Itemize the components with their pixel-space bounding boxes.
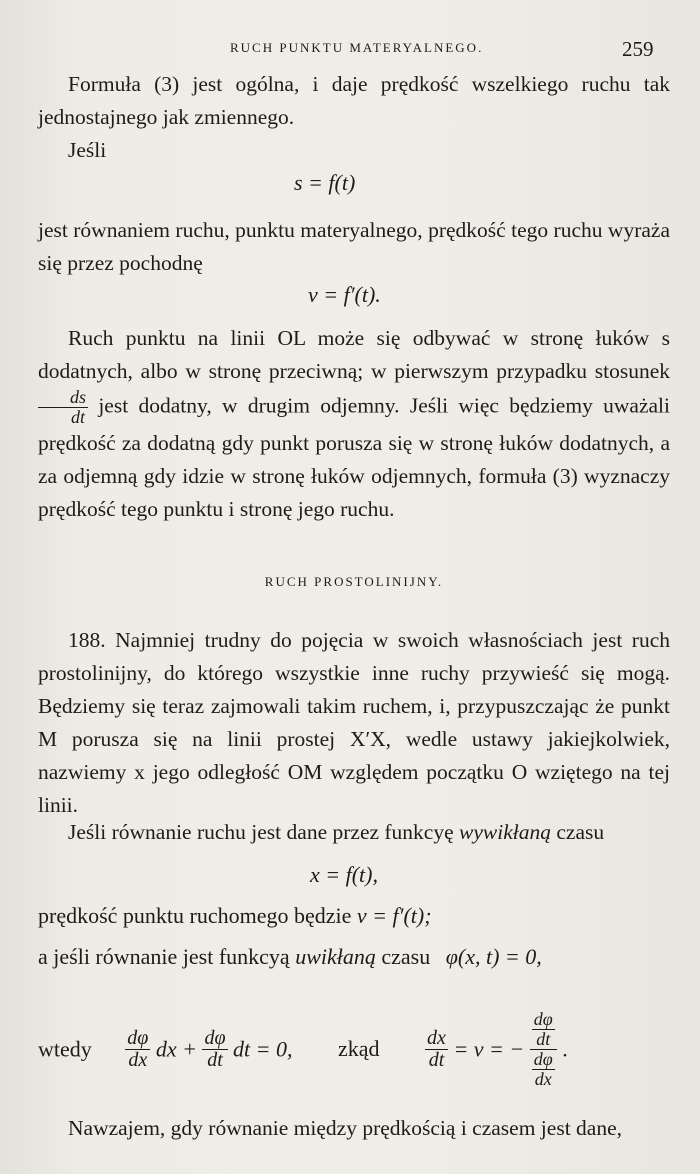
line-differential — [38, 1010, 568, 1089]
inner-top-num: dφ — [533, 1009, 553, 1029]
running-head: RUCH PUNKTU MATERYALNEGO. — [230, 40, 484, 55]
velocity-formula: v = f′(t); — [356, 903, 432, 928]
paragraph-188: 188. Najmniej trudny do pojęcia w swoich własnościach jest ruch prostolinijny, do którego wszystkie inne ruchy przywieść się mogą. Będziemy się teraz zajmowali takim ruchem, i, przypuszczając że punkt M porusza się na linii prostej X′X, wedle ustawy jakiejkolwiek, nazwiemy x jego odległość OM względem początku O wziętego na tej linii. — [38, 628, 670, 817]
formula-v-equals-fprime: v = f′(t). — [308, 282, 381, 307]
line-velocity — [38, 903, 432, 929]
inner-top-den: dt — [536, 1028, 551, 1049]
term-period: . — [562, 1036, 568, 1062]
paragraph-formula-general: Formuła (3) jest ogólna, i daje prędkość wszelkiego ruchu tak jednostajnego jak zmiennego. — [38, 72, 670, 129]
fraction-dphi-dx — [125, 1028, 150, 1071]
numerator-dphi-2: dφ — [204, 1026, 226, 1049]
fraction-dx-dt — [425, 1028, 448, 1071]
inner-fraction-top — [532, 1010, 555, 1049]
inner-fraction-bottom — [532, 1050, 555, 1089]
compound-numerator — [530, 1010, 557, 1050]
inner-bottom-den: dx — [534, 1068, 552, 1089]
explicit-text-b: czasu — [556, 820, 605, 844]
paragraph-motion-text-b: jest dodatny, w drugim odjemny. Jeśli więc będziemy uważali prędkość za dodatną gdy punkt porusza się w stronę łuków dodatnych, a za odjemną gdy idzie w stronę łuków odjemnych, formuła (3) wyznaczy prędkość tego punktu i stronę jego ruchu. — [38, 393, 670, 521]
fraction-denominator: dt — [71, 406, 86, 427]
denominator-dt-2: dt — [428, 1048, 445, 1071]
term-dt-zero: dt = 0, — [233, 1036, 293, 1062]
paragraph-motion-on-line — [38, 322, 670, 526]
implicit-formula: φ(x, t) = 0, — [445, 944, 542, 969]
implicit-text-b: czasu — [381, 944, 431, 969]
numerator-dphi: dφ — [127, 1026, 149, 1049]
denominator-dx: dx — [128, 1048, 148, 1071]
paragraph-jesli: Jeśli — [68, 138, 107, 162]
paragraph-explicit-function — [38, 816, 670, 849]
compound-fraction — [530, 1010, 557, 1089]
paragraph-motion-text-a: Ruch punktu na linii OL może się odbywać w stronę łuków s dodatnych, albo w stronę przeciwną; w pierwszym przypadku stosunek — [38, 326, 670, 383]
section-title: RUCH PROSTOLINIJNY. — [264, 574, 444, 589]
explicit-text-a: Jeśli równanie ruchu jest dane przez funkcyę — [68, 820, 454, 844]
fraction-dphi-dt — [202, 1028, 227, 1071]
numerator-dx: dx — [427, 1026, 446, 1049]
zkad-word: zkąd — [338, 1036, 380, 1062]
formula-x-equals-ft: x = f(t), — [310, 862, 378, 887]
line-implicit — [38, 944, 542, 970]
fraction-ds-dt — [38, 388, 88, 427]
compound-denominator — [530, 1050, 557, 1089]
denominator-dt: dt — [207, 1048, 223, 1071]
paragraph-nawzajem: Nawzajem, gdy równanie między prędkością i czasem jest dane, — [68, 1116, 623, 1140]
velocity-text: prędkość punktu ruchomego będzie — [38, 903, 352, 928]
term-dx-plus: dx + — [155, 1036, 197, 1062]
page-number: 259 — [622, 37, 654, 61]
fraction-numerator: ds — [38, 388, 88, 408]
page-header — [0, 37, 700, 61]
inner-bottom-num: dφ — [533, 1048, 553, 1069]
wtedy-word: wtedy — [38, 1036, 92, 1062]
term-equals-v: = v = − — [453, 1036, 525, 1062]
implicit-ital: uwikłaną — [295, 944, 376, 969]
formula-s-equals-ft: s = f(t) — [294, 170, 356, 195]
explicit-ital: wywikłaną — [459, 820, 551, 844]
paragraph-equation-of-motion: jest równaniem ruchu, punktu materyalnego, prędkość tego ruchu wyraża się przez pochodnę — [38, 218, 670, 275]
implicit-text-a: a jeśli równanie jest funkcyą — [38, 944, 290, 969]
